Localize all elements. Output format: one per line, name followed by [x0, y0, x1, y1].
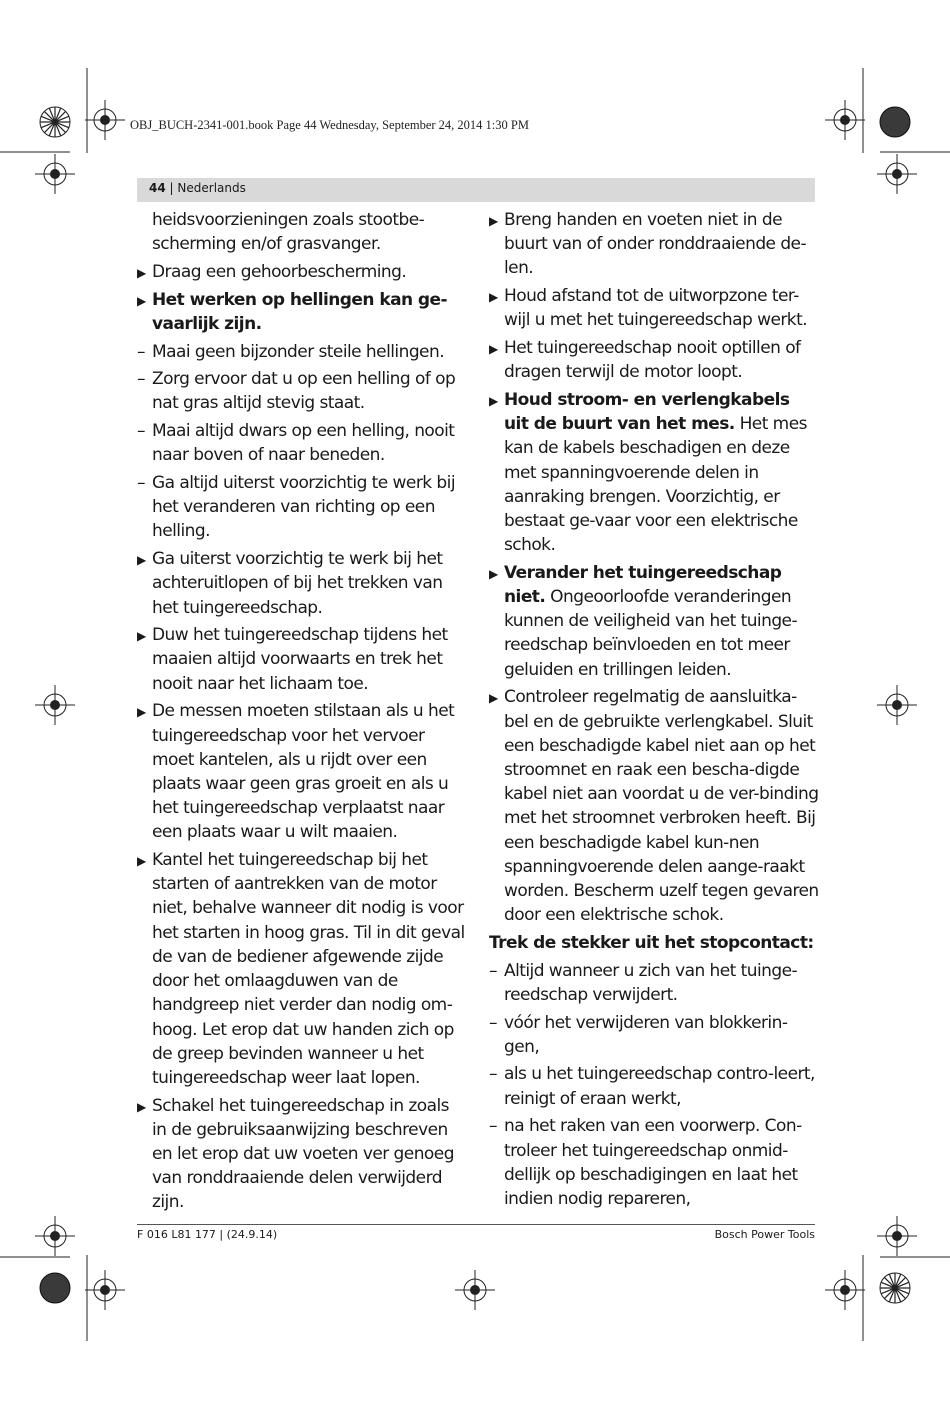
list-item — [137, 623, 467, 696]
list-item — [489, 1062, 819, 1110]
list-item — [137, 1094, 467, 1215]
item-text: Maai geen bijzonder steile hellingen. — [152, 341, 445, 362]
registration-mark-icon — [877, 1216, 917, 1256]
list-item — [137, 208, 467, 256]
dash-marker: – — [137, 473, 145, 494]
dash-marker: – — [489, 1012, 497, 1033]
bullet-triangle-icon: ▶ — [137, 1099, 146, 1114]
star-target-icon — [40, 107, 70, 137]
registration-mark-icon — [85, 100, 125, 140]
list-item — [489, 1011, 819, 1059]
item-text: Zorg ervoor dat u op een helling of op nat gras altijd stevig staat. — [152, 369, 456, 414]
item-bold-text: Het werken op hellingen kan ge-vaarlijk zijn. — [152, 289, 448, 334]
item-text: Ga uiterst voorzichtig te werk bij het achteruitlopen of bij het trekken van het tuingereedschap. — [152, 549, 443, 618]
item-text: Maai altijd dwars op een helling, nooit naar boven of naar beneden. — [152, 421, 455, 466]
dash-marker: – — [489, 960, 497, 981]
star-target-icon — [880, 1273, 910, 1303]
item-text: als u het tuingereedschap contro-leert, reinigt of eraan werkt, — [504, 1064, 815, 1109]
bullet-triangle-icon: ▶ — [137, 293, 146, 308]
right-column — [489, 208, 819, 1215]
section-language: Nederlands — [177, 181, 246, 195]
bullet-triangle-icon: ▶ — [489, 290, 498, 305]
list-item — [489, 336, 819, 384]
page-header — [137, 178, 815, 202]
registration-mark-icon — [35, 685, 75, 725]
bullet-triangle-icon: ▶ — [489, 691, 498, 706]
item-text: Schakel het tuingereedschap in zoals in de gebruiksaanwijzing beschreven en let erop dat uw voeten ver genoeg van ronddraaiende delen verwijderd zijn. — [152, 1095, 454, 1213]
list-item — [137, 547, 467, 620]
bullet-triangle-icon: ▶ — [137, 265, 146, 280]
item-bold-text: Verander het tuingereedschap niet. — [504, 562, 782, 608]
dash-marker: – — [137, 369, 145, 390]
list-item — [489, 959, 819, 1007]
bullet-triangle-icon: ▶ — [489, 342, 498, 357]
page-number: 44 — [149, 181, 166, 195]
item-text: Houd afstand tot de uitworpzone ter-wijl u met het tuingereedschap werkt. — [504, 286, 808, 331]
footer-brand: Bosch Power Tools — [714, 1228, 815, 1241]
header-text — [149, 181, 246, 195]
list-item — [137, 419, 467, 467]
footer-document-code: F 016 L81 177 | (24.9.14) — [137, 1228, 278, 1241]
registration-mark-icon — [35, 154, 75, 194]
list-item — [137, 288, 467, 336]
item-text: Kantel het tuingereedschap bij het starten of aantrekken van de motor niet, behalve wanneer dit nodig is voor het starten in hoog gras. Til in dit geval de van de bediener afgewende zijde door het omlaagduwen van de handgreep niet verder dan nodig om-hoog. Let erop dat uw handen zich op de greep bevinden wanneer u het tuingereedschap weer laat lopen. — [152, 850, 465, 1088]
list-item — [489, 561, 819, 682]
bullet-triangle-icon: ▶ — [489, 214, 498, 228]
dash-marker: – — [137, 341, 145, 362]
dash-marker: – — [489, 1064, 497, 1085]
bullet-triangle-icon: ▶ — [137, 553, 146, 568]
dash-marker: – — [489, 1116, 497, 1137]
list-item — [489, 685, 819, 927]
bullet-triangle-icon: ▶ — [489, 393, 498, 408]
header-separator: | — [169, 181, 174, 195]
dash-marker: – — [137, 421, 145, 442]
item-bold-text: Houd stroom- en verlengkabels uit de buurt van het mes. — [504, 389, 790, 435]
color-target-icon — [40, 1273, 70, 1303]
item-text: heidsvoorzieningen zoals stootbe-scherming en/of grasvanger. — [152, 210, 425, 255]
list-item — [137, 471, 467, 544]
registration-mark-icon — [455, 1270, 495, 1310]
section-heading: Trek de stekker uit het stopcontact: — [489, 932, 814, 953]
bullet-triangle-icon: ▶ — [137, 629, 146, 644]
list-item — [489, 208, 819, 281]
list-item — [489, 388, 819, 557]
item-text: Altijd wanneer u zich van het tuinge-reedschap verwijdert. — [504, 960, 798, 1005]
registration-mark-icon — [877, 154, 917, 194]
registration-mark-icon — [825, 100, 865, 140]
item-text: Draag een gehoorbescherming. — [152, 261, 407, 282]
list-item — [137, 848, 467, 1090]
item-text: Het mes kan de kabels beschadigen en deze met spanningvoerende delen in aanraking brengen. Voorzichtig, er bestaat ge-vaar voor een elektrische schok. — [504, 414, 807, 556]
item-text: na het raken van een voorwerp. Con-troleer het tuingereedschap onmid-dellijk op beschadigingen en laat het indien nodig repareren, — [504, 1116, 802, 1209]
footer-rule — [137, 1224, 815, 1225]
left-column — [137, 208, 467, 1218]
item-text: Breng handen en voeten niet in de buurt van of onder ronddraaiende de-len. — [504, 210, 807, 279]
bullet-triangle-icon: ▶ — [137, 705, 146, 720]
registration-mark-icon — [35, 1216, 75, 1256]
registration-mark-icon — [825, 1270, 865, 1310]
registration-mark-icon — [877, 685, 917, 725]
item-text: vóór het verwijderen van blokkerin-gen, — [504, 1012, 788, 1057]
item-text: Ongeoorloofde veranderingen kunnen de veiligheid van het tuinge-reedschap beïnvloeden en tot meer geluiden en trillingen leiden. — [504, 587, 798, 680]
list-item — [137, 699, 467, 844]
registration-mark-icon — [85, 1270, 125, 1310]
item-text: Ga altijd uiterst voorzichtig te werk bij het veranderen van richting op een helling. — [152, 473, 455, 542]
bullet-triangle-icon: ▶ — [137, 854, 146, 869]
item-text: Controleer regelmatig de aansluitka-bel en de gebruikte verlengkabel. Sluit een beschadigde kabel niet aan op het stroomnet en raak een bescha-digde kabel niet aan voordat u de ver-binding met het stroomnet verbroken heeft. Bij een beschadigde kabel kun-nen spanningvoerende delen aange-raakt worden. Bescherm uzelf tegen gevaren door een elektrische schok. — [504, 687, 819, 926]
bullet-triangle-icon: ▶ — [489, 566, 498, 581]
list-item — [489, 1114, 819, 1211]
color-target-icon — [880, 107, 910, 137]
item-text: Het tuingereedschap nooit optillen of dragen terwijl de motor loopt. — [504, 338, 801, 383]
list-item — [137, 340, 467, 364]
list-item — [137, 367, 467, 415]
item-text: De messen moeten stilstaan als u het tuingereedschap voor het vervoer moet kantelen, als u rijdt over een plaats waar geen gras groeit en als u het tuingereedschap verplaatst naar een plaats waar u wilt maaien. — [152, 701, 455, 843]
print-slug-line: OBJ_BUCH-2341-001.book Page 44 Wednesday, September 24, 2014 1:30 PM — [130, 118, 529, 132]
item-text: Duw het tuingereedschap tijdens het maaien altijd voorwaarts en trek het nooit naar het lichaam toe. — [152, 625, 448, 694]
list-item — [489, 284, 819, 332]
list-item — [137, 260, 467, 284]
